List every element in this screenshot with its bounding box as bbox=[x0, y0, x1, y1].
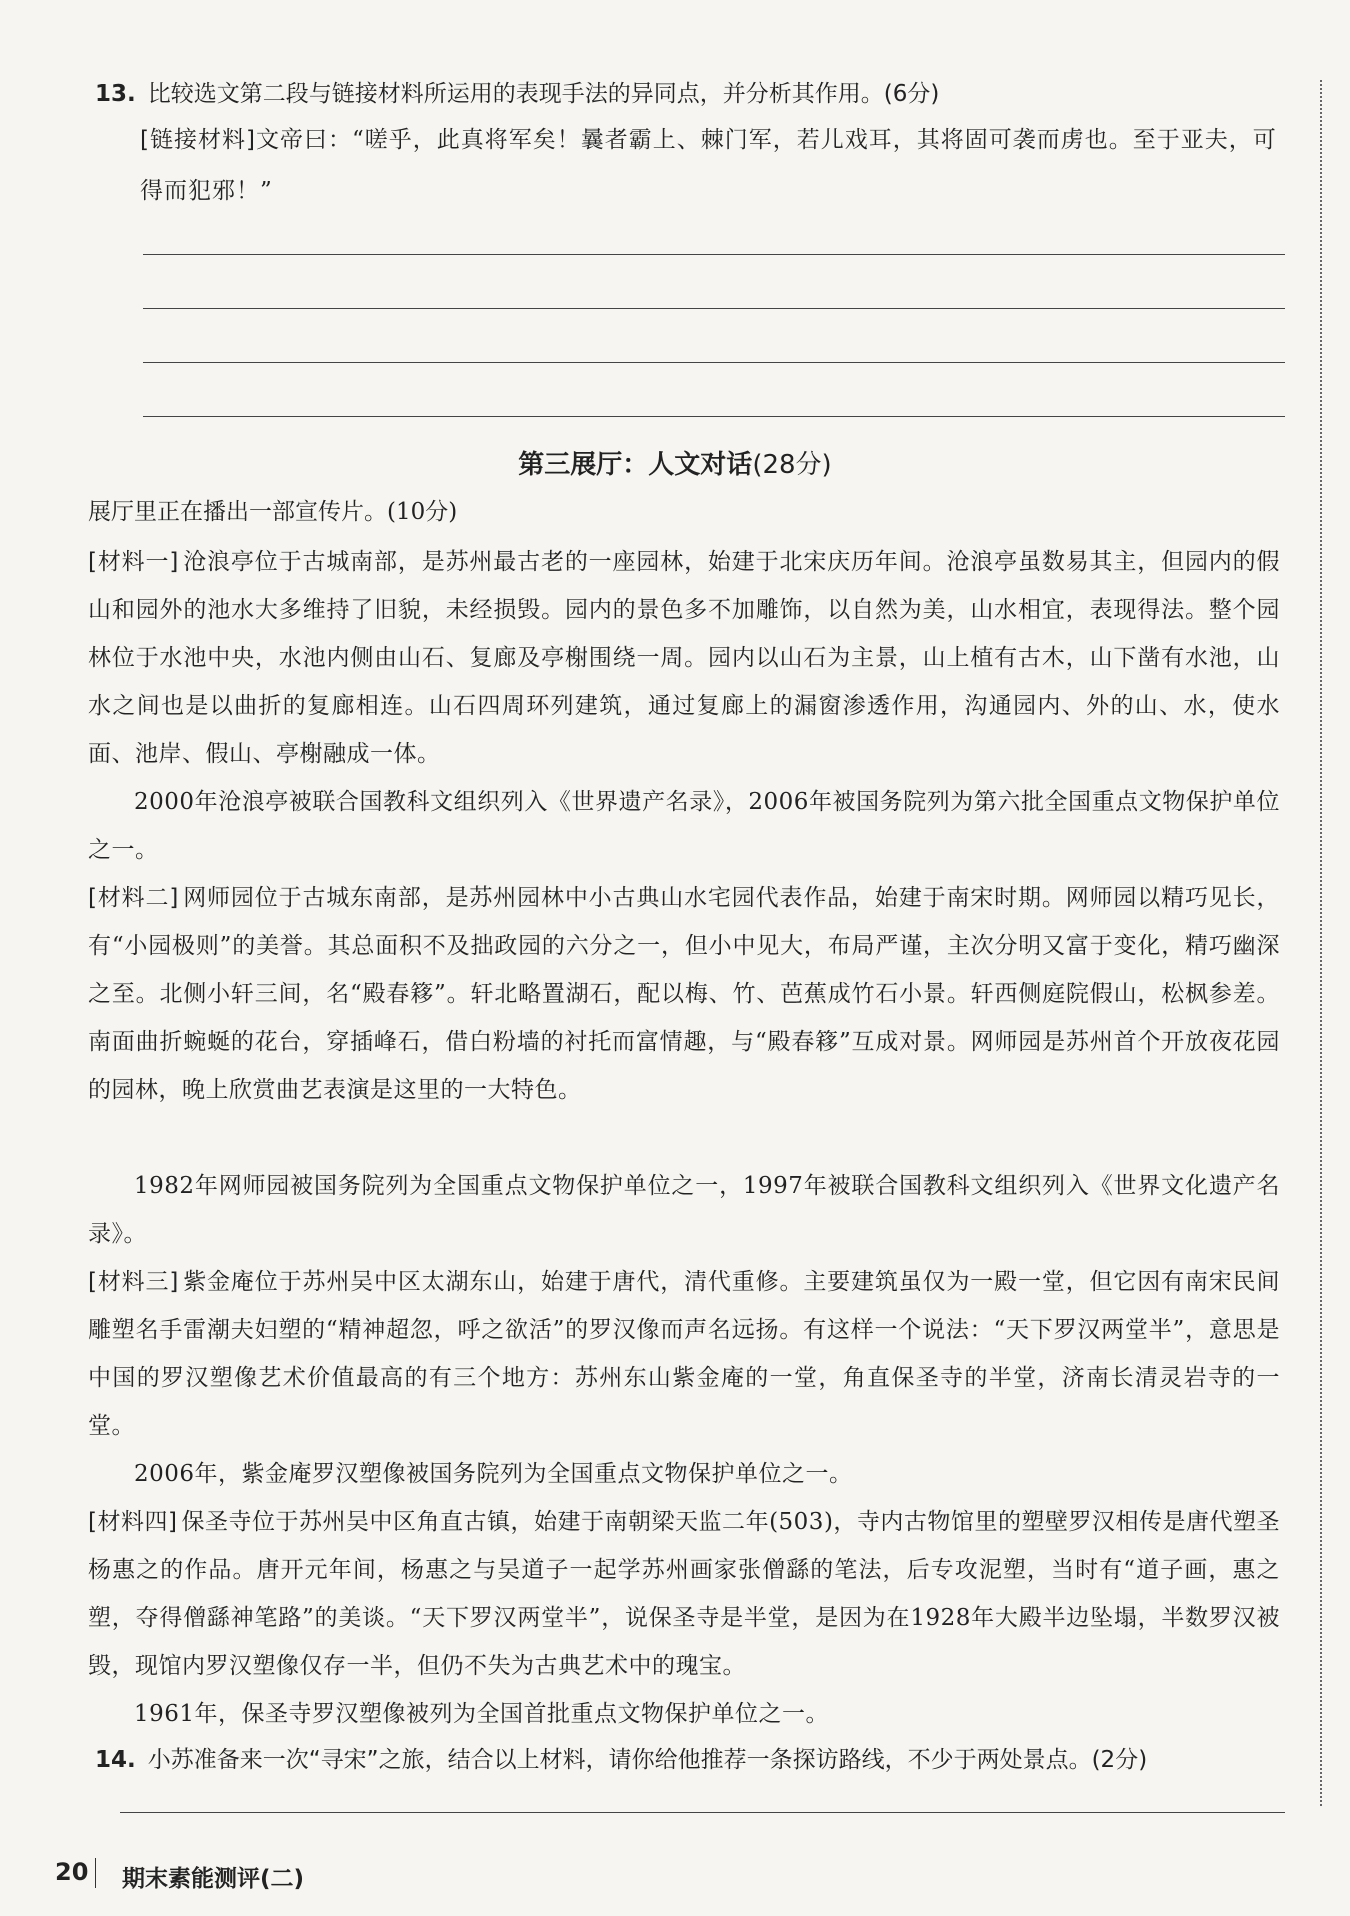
material-tag: [材料一] bbox=[88, 549, 179, 575]
section-title bbox=[0, 444, 1350, 481]
material-2-note: 1982年网师园被国务院列为全国重点文物保护单位之一，1997年被联合国教科文组织列入《世界文化遗产名录》。 bbox=[88, 1173, 1280, 1247]
question-13 bbox=[95, 72, 1280, 116]
answer-line[interactable] bbox=[120, 1812, 1285, 1813]
material-text: 紫金庵位于苏州吴中区太湖东山，始建于唐代，清代重修。主要建筑虽仅为一殿一堂，但它因有南宋民间雕塑名手雷潮夫妇塑的“精神超忽，呼之欲活”的罗汉像而声名远扬。有这样一个说法：“天下罗汉两堂半”，意思是中国的罗汉塑像艺术价值最高的有三个地方：苏州东山紫金庵的一堂，角直保圣寺的半堂，济南长清灵岩寺的一堂。 bbox=[88, 1269, 1281, 1439]
question-14 bbox=[95, 1738, 1280, 1782]
question-text: 小苏准备来一次“寻宋”之旅，结合以上材料，请你给他推荐一条探访路线，不少于两处景点。(2分) bbox=[147, 1747, 1148, 1773]
material-3-note: 2006年，紫金庵罗汉塑像被国务院列为全国重点文物保护单位之一。 bbox=[134, 1461, 853, 1487]
link-material bbox=[140, 115, 1280, 217]
answer-line[interactable] bbox=[143, 308, 1285, 309]
section-intro: 展厅里正在播出一部宣传片。(10分) bbox=[88, 499, 458, 525]
section-title-text: 第三展厅：人文对话 bbox=[518, 450, 753, 480]
material-1-note: 2000年沧浪亭被联合国教科文组织列入《世界遗产名录》，2006年被国务院列为第六批全国重点文物保护单位之一。 bbox=[88, 789, 1280, 863]
answer-line[interactable] bbox=[143, 254, 1285, 255]
material-text: 沧浪亭位于古城南部，是苏州最古老的一座园林，始建于北宋庆历年间。沧浪亭虽数易其主，但园内的假山和园外的池水大多维持了旧貌，未经损毁。园内的景色多不加雕饰，以自然为美，山水相宜，表现得法。整个园林位于水池中央，水池内侧由山石、复廊及亭榭围绕一周。园内以山石为主景，山上植有古木，山下凿有水池，山水之间也是以曲折的复廊相连。山石四周环列建筑，通过复廊上的漏窗渗透作用，沟通园内、外的山、水，使水面、池岸、假山、亭榭融成一体。 bbox=[88, 549, 1281, 767]
material-4 bbox=[88, 1498, 1280, 1690]
material-text: 网师园位于古城东南部，是苏州园林中小古典山水宅园代表作品，始建于南宋时期。网师园以精巧见长，有“小园极则”的美誉。其总面积不及拙政园的六分之一，但小中见大，布局严谨，主次分明又富于变化，精巧幽深之至。北侧小轩三间，名“殿春簃”。轩北略置湖石，配以梅、竹、芭蕉成竹石小景。轩西侧庭院假山，松枫参差。南面曲折蜿蜒的花台，穿插峰石，借白粉墙的衬托而富情趣，与“殿春簃”互成对景。网师园是苏州首个开放夜花园的园林，晚上欣赏曲艺表演是这里的一大特色。 bbox=[88, 885, 1281, 1103]
material-tag: [材料三] bbox=[88, 1269, 179, 1295]
answer-line[interactable] bbox=[143, 362, 1285, 363]
link-material-tag: [链接材料] bbox=[140, 127, 256, 153]
question-number: 14. bbox=[95, 1747, 136, 1773]
cut-line bbox=[1320, 80, 1322, 1806]
page-number: 20 bbox=[55, 1858, 89, 1886]
material-4-note: 1961年，保圣寺罗汉塑像被列为全国首批重点文物保护单位之一。 bbox=[134, 1701, 830, 1727]
material-text: 保圣寺位于苏州吴中区角直古镇，始建于南朝梁天监二年(503)，寺内古物馆里的塑壁罗汉相传是唐代塑圣杨惠之的作品。唐开元年间，杨惠之与吴道子一起学苏州画家张僧繇的笔法，后专攻泥塑，当时有“道子画，惠之塑，夺得僧繇神笔路”的美谈。“天下罗汉两堂半”，说保圣寺是半堂，是因为在1928年大殿半边坠塌，半数罗汉被毁，现馆内罗汉塑像仅存一半，但仍不失为古典艺术中的瑰宝。 bbox=[88, 1509, 1280, 1679]
material-tag: [材料二] bbox=[88, 885, 179, 911]
answer-line[interactable] bbox=[143, 416, 1285, 417]
question-number: 13. bbox=[95, 81, 136, 107]
material-tag: [材料四] bbox=[88, 1509, 178, 1535]
footer-divider bbox=[95, 1858, 96, 1888]
material-2 bbox=[88, 874, 1280, 1114]
material-3 bbox=[88, 1258, 1280, 1450]
section-score: (28分) bbox=[752, 450, 832, 480]
material-1 bbox=[88, 538, 1280, 778]
footer-title: 期末素能测评(二) bbox=[122, 1866, 305, 1892]
link-material-text: 文帝曰：“嗟乎，此真将军矣！曩者霸上、棘门军，若儿戏耳，其将固可袭而虏也。至于亚夫，可得而犯邪！” bbox=[140, 127, 1277, 204]
question-text: 比较选文第二段与链接材料所运用的表现手法的异同点，并分析其作用。(6分) bbox=[147, 81, 940, 107]
